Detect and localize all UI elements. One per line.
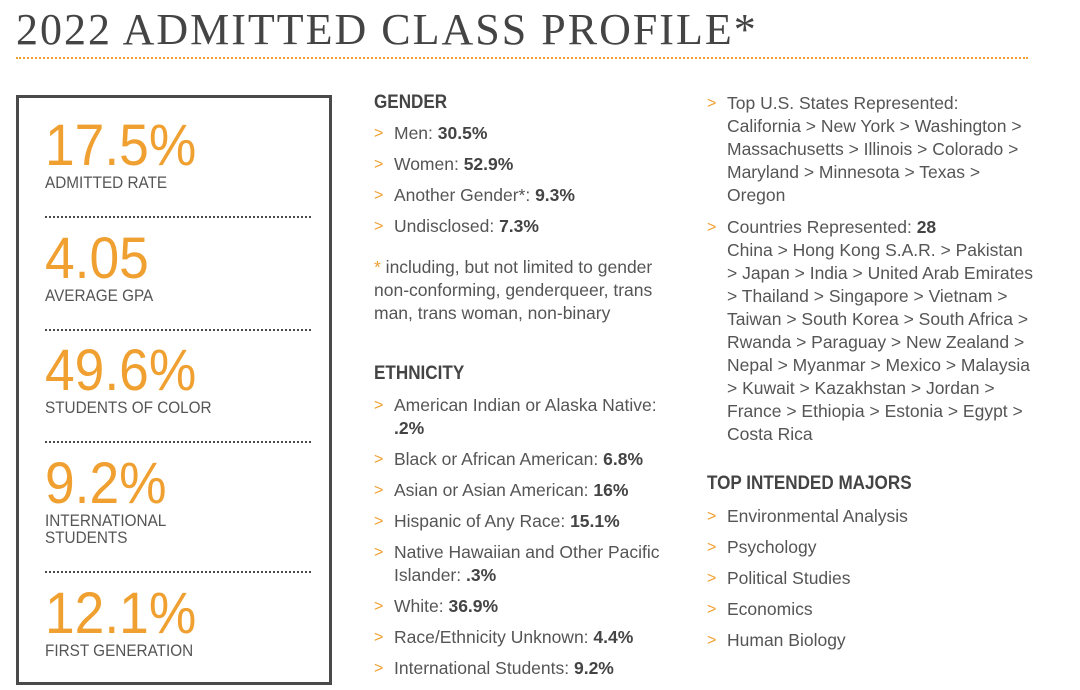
stat-label: FIRST GENERATION bbox=[45, 641, 194, 660]
item-label: Black or African American: bbox=[394, 449, 604, 469]
chevron-bullet-icon: > bbox=[374, 451, 384, 468]
list-item bbox=[374, 479, 684, 502]
countries-count: 28 bbox=[916, 217, 937, 237]
item-value: 16% bbox=[593, 480, 629, 500]
major-label: Human Biology bbox=[727, 630, 846, 650]
list-item bbox=[374, 215, 684, 238]
list-item bbox=[374, 595, 684, 618]
countries-item bbox=[707, 216, 1037, 446]
stats-box bbox=[16, 95, 332, 685]
page-title: 2022 ADMITTED CLASS PROFILE* bbox=[16, 5, 758, 54]
stat-label: STUDENTS OF COLOR bbox=[45, 398, 212, 417]
chevron-bullet-icon: > bbox=[707, 539, 717, 556]
item-value: 6.8% bbox=[603, 449, 644, 469]
major-label: Psychology bbox=[727, 537, 817, 557]
list-item bbox=[707, 536, 1037, 559]
chevron-bullet-icon: > bbox=[374, 125, 384, 142]
gender-list bbox=[374, 122, 684, 238]
item-label: Men: bbox=[394, 123, 438, 143]
item-label: Asian or Asian American: bbox=[394, 480, 594, 500]
chevron-bullet-icon: > bbox=[707, 570, 717, 587]
item-label: American Indian or Alaska Native: bbox=[394, 395, 657, 415]
chevron-bullet-icon: > bbox=[707, 219, 717, 236]
item-value: .2% bbox=[394, 418, 425, 438]
chevron-bullet-icon: > bbox=[707, 632, 717, 649]
item-label: Women: bbox=[394, 154, 464, 174]
stat-label: AVERAGE GPA bbox=[45, 286, 154, 305]
list-item bbox=[374, 626, 684, 649]
major-label: Economics bbox=[727, 599, 813, 619]
list-item bbox=[374, 394, 684, 440]
footnote-star: * bbox=[374, 257, 381, 277]
majors-heading: TOP INTENDED MAJORS bbox=[707, 473, 912, 494]
stat-admitted-rate bbox=[45, 113, 313, 192]
ethnicity-heading: ETHNICITY bbox=[374, 363, 465, 384]
major-label: Political Studies bbox=[727, 568, 851, 588]
ethnicity-list bbox=[374, 394, 684, 680]
chevron-bullet-icon: > bbox=[707, 601, 717, 618]
item-value: 9.3% bbox=[535, 185, 575, 205]
item-label: International Students: bbox=[394, 658, 574, 678]
states-list: California > New York > Washington > Massachusetts > Illinois > Colorado > Maryland > Minnesota > Texas > Oregon bbox=[727, 116, 1022, 205]
stat-value: 4.05 bbox=[45, 226, 149, 291]
list-item bbox=[707, 598, 1037, 621]
chevron-bullet-icon: > bbox=[374, 187, 384, 204]
item-label: Hispanic of Any Race: bbox=[394, 511, 571, 531]
chevron-bullet-icon: > bbox=[707, 95, 717, 112]
item-value: 7.3% bbox=[499, 216, 539, 236]
list-item bbox=[374, 541, 684, 587]
item-label: Race/Ethnicity Unknown: bbox=[394, 627, 594, 647]
title-divider bbox=[16, 57, 1028, 59]
stat-label: INTERNATIONAL bbox=[45, 511, 167, 530]
item-value: 9.2% bbox=[573, 658, 614, 678]
stat-divider bbox=[45, 571, 311, 573]
stat-divider bbox=[45, 441, 311, 443]
list-item bbox=[374, 184, 684, 207]
footnote-text: including, but not limited to gender non-conforming, genderqueer, trans man, trans woman, non-binary bbox=[374, 257, 653, 323]
gender-footnote bbox=[374, 256, 684, 325]
item-value: 15.1% bbox=[570, 511, 620, 531]
chevron-bullet-icon: > bbox=[374, 218, 384, 235]
stat-value: 9.2% bbox=[45, 451, 167, 516]
stat-label: ADMITTED RATE bbox=[45, 173, 168, 192]
demographics-column bbox=[374, 92, 684, 688]
stat-label: STUDENTS bbox=[45, 528, 128, 547]
geography-majors-column bbox=[707, 92, 1037, 660]
list-item bbox=[707, 629, 1037, 652]
gender-heading: GENDER bbox=[374, 92, 448, 113]
list-item bbox=[374, 153, 684, 176]
stat-divider bbox=[45, 329, 311, 331]
item-label: Another Gender*: bbox=[394, 185, 536, 205]
countries-list: China > Hong Kong S.A.R. > Pakistan > Japan > India > United Arab Emirates > Thailand > Singapore > Vietnam > Taiwan > South Korea > South Africa > Rwanda > Paraguay > New Zealand > Nepal > Myanmar > Mexico > Malaysia > Kuwait > Kazakhstan > Jordan > France > Ethiopia > Estonia > Egypt > Costa Rica bbox=[727, 240, 1033, 444]
item-value: 4.4% bbox=[593, 627, 634, 647]
stat-divider bbox=[45, 216, 311, 218]
item-value: 30.5% bbox=[437, 123, 488, 143]
chevron-bullet-icon: > bbox=[707, 508, 717, 525]
list-item bbox=[374, 122, 684, 145]
geography-list bbox=[707, 92, 1037, 446]
chevron-bullet-icon: > bbox=[374, 544, 384, 561]
majors-list bbox=[707, 505, 1037, 652]
major-label: Environmental Analysis bbox=[727, 506, 908, 526]
stat-average-gpa bbox=[45, 226, 313, 305]
stat-value: 12.1% bbox=[45, 581, 197, 646]
chevron-bullet-icon: > bbox=[374, 598, 384, 615]
chevron-bullet-icon: > bbox=[374, 513, 384, 530]
chevron-bullet-icon: > bbox=[374, 156, 384, 173]
stat-first-generation bbox=[45, 581, 313, 660]
chevron-bullet-icon: > bbox=[374, 397, 384, 414]
item-label: White: bbox=[394, 596, 449, 616]
stat-students-of-color bbox=[45, 338, 313, 417]
stat-international-students bbox=[45, 451, 313, 547]
list-item bbox=[707, 505, 1037, 528]
chevron-bullet-icon: > bbox=[374, 482, 384, 499]
item-label: Undisclosed: bbox=[394, 216, 500, 236]
chevron-bullet-icon: > bbox=[374, 660, 384, 677]
stat-value: 17.5% bbox=[45, 113, 197, 178]
item-label: Native Hawaiian and Other Pacific Islander: bbox=[394, 542, 660, 585]
countries-label: Countries Represented: bbox=[727, 217, 917, 237]
list-item bbox=[707, 567, 1037, 590]
stat-value: 49.6% bbox=[45, 338, 197, 403]
states-item bbox=[707, 92, 1037, 207]
list-item bbox=[374, 448, 684, 471]
list-item bbox=[374, 657, 684, 680]
chevron-bullet-icon: > bbox=[374, 629, 384, 646]
states-label: Top U.S. States Represented: bbox=[727, 93, 959, 113]
list-item bbox=[374, 510, 684, 533]
item-value: 52.9% bbox=[463, 154, 514, 174]
item-value: 36.9% bbox=[448, 596, 499, 616]
item-value: .3% bbox=[465, 565, 497, 585]
